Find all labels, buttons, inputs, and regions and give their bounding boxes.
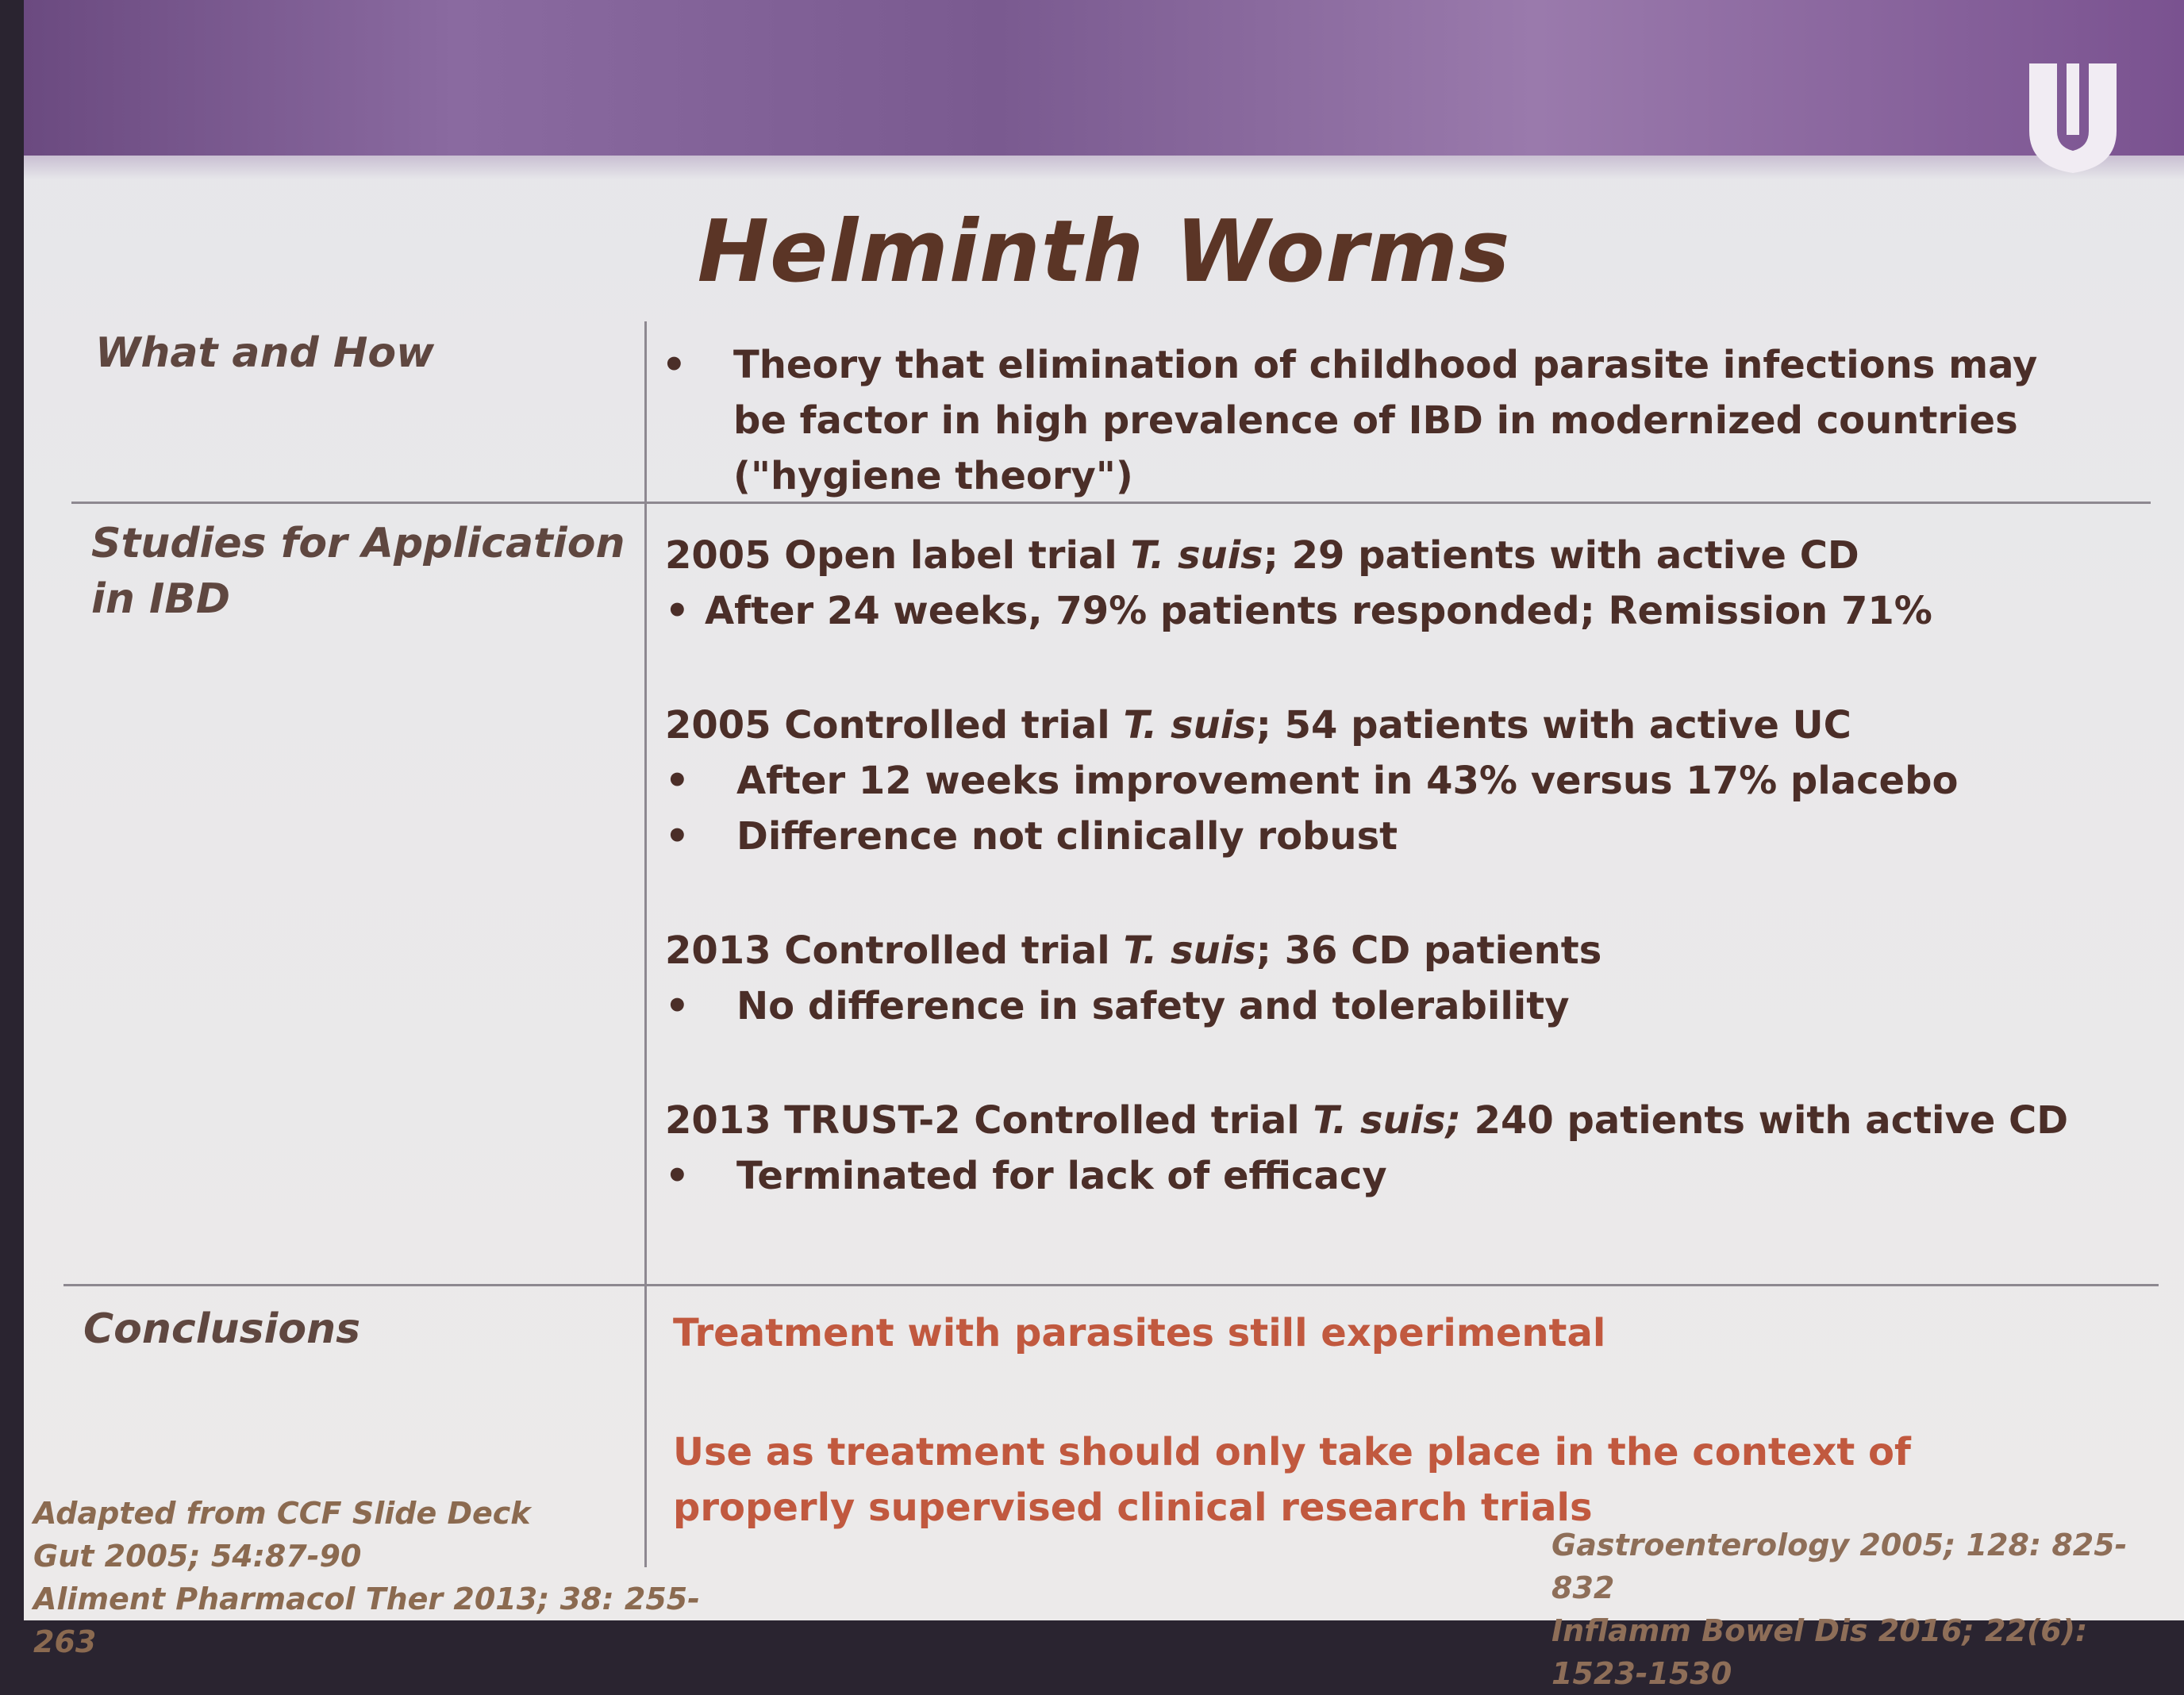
column-divider: [644, 321, 647, 1567]
trial-block: [665, 698, 2157, 864]
list-item: [659, 337, 2087, 504]
row-label-what-how: What and How: [95, 329, 435, 377]
organism-name: T. suis: [1123, 928, 1256, 973]
organism-name: T. suis: [1123, 703, 1256, 748]
trial-block: [665, 528, 2157, 639]
references-right: [1551, 1524, 2171, 1695]
organism-name: T. suis;: [1313, 1098, 1461, 1143]
trial-heading: 2013 TRUST-2 Controlled trial T. suis; 240 patients with active CD: [665, 1098, 2069, 1143]
slide-title: Helminth Worms: [697, 202, 1511, 302]
reference-line: Adapted from CCF Slide Deck: [33, 1496, 531, 1531]
list-item: • Terminated for lack of efficacy: [665, 1154, 1387, 1198]
reference-line: Gut 2005; 54:87-90: [33, 1539, 362, 1574]
trial-block: [665, 923, 2157, 1034]
references-left: [33, 1492, 748, 1663]
row-label-conclusions: Conclusions: [83, 1305, 361, 1353]
reference-line: Gastroenterology 2005; 128: 825-832: [1551, 1528, 2128, 1605]
bullet-glyph: •: [662, 343, 686, 387]
trial-block: [665, 1093, 2157, 1204]
trial-heading: 2013 Controlled trial T. suis; 36 CD patients: [665, 928, 1602, 973]
conclusion-line-2: Use as treatment should only take place in the context of properly supervised clinical research trials: [673, 1430, 1911, 1530]
list-item: • After 12 weeks improvement in 43% versus 17% placebo: [665, 759, 1959, 803]
slide: [24, 0, 2184, 1691]
header-band-fade: [24, 156, 2184, 179]
header-band: [24, 0, 2184, 159]
list-item: • Difference not clinically robust: [665, 814, 1398, 859]
list-item: • No difference in safety and tolerability: [665, 984, 1570, 1028]
trial-heading: 2005 Open label trial T. suis; 29 patients with active CD: [665, 533, 1859, 578]
list-item: • After 24 weeks, 79% patients responded; Remission 71%: [665, 589, 1932, 633]
studies-content: [665, 528, 2157, 1204]
shield-logo-icon: [2025, 56, 2121, 175]
reference-line: Inflamm Bowel Dis 2016; 22(6): 1523-1530: [1551, 1613, 2088, 1691]
row-divider-2: [63, 1284, 2159, 1286]
conclusion-line-1: Treatment with parasites still experimental: [673, 1311, 1606, 1355]
what-how-content: [659, 337, 2087, 504]
reference-line: Aliment Pharmacol Ther 2013; 38: 255-263: [33, 1582, 700, 1659]
row-label-studies: Studies for Application in IBD: [91, 520, 625, 623]
what-how-text: Theory that elimination of childhood parasite infections may be factor in high prevalence of IBD in modernized countries ("hygiene theory"): [733, 343, 2038, 498]
organism-name: T. suis: [1130, 533, 1263, 578]
trial-heading: 2005 Controlled trial T. suis; 54 patients with active UC: [665, 703, 1851, 748]
